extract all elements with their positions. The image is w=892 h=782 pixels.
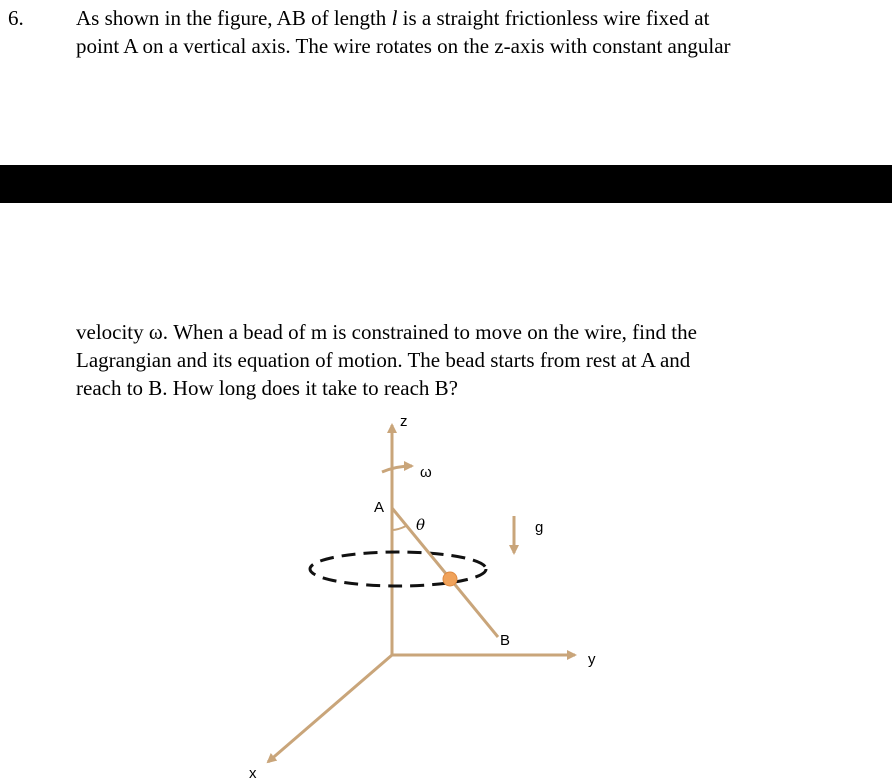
wire-figure: [0, 400, 892, 782]
rotation-circle: [310, 552, 486, 586]
question-line-4: Lagrangian and its equation of motion. The bead starts from rest at A and: [76, 348, 691, 372]
redaction-bar: [0, 165, 892, 203]
length-symbol: l: [391, 6, 398, 30]
question-number: 6.: [8, 6, 24, 30]
question-text-top: [76, 4, 731, 60]
bead: [443, 572, 457, 586]
label-theta: θ: [416, 516, 426, 534]
question-line-5: reach to B. How long does it take to reach B?: [76, 376, 458, 400]
x-axis: [268, 655, 392, 762]
label-y: y: [588, 651, 596, 668]
label-g: g: [535, 519, 544, 536]
label-a: A: [374, 499, 385, 516]
question-line-2: point A on a vertical axis. The wire rotates on the z-axis with constant angular: [76, 34, 731, 58]
label-x: x: [249, 765, 257, 782]
theta-arc: [392, 526, 406, 530]
omega-rotation-arrow: [382, 466, 412, 472]
label-omega: ω: [420, 464, 432, 481]
label-z: z: [400, 413, 408, 430]
question-line-1: As shown in the figure, AB of length l is a straight frictionless wire fixed at: [76, 6, 710, 30]
question-text-bottom: [76, 318, 697, 402]
label-b: B: [500, 632, 511, 649]
question-line-3: velocity ω. When a bead of m is constrained to move on the wire, find the: [76, 320, 697, 344]
